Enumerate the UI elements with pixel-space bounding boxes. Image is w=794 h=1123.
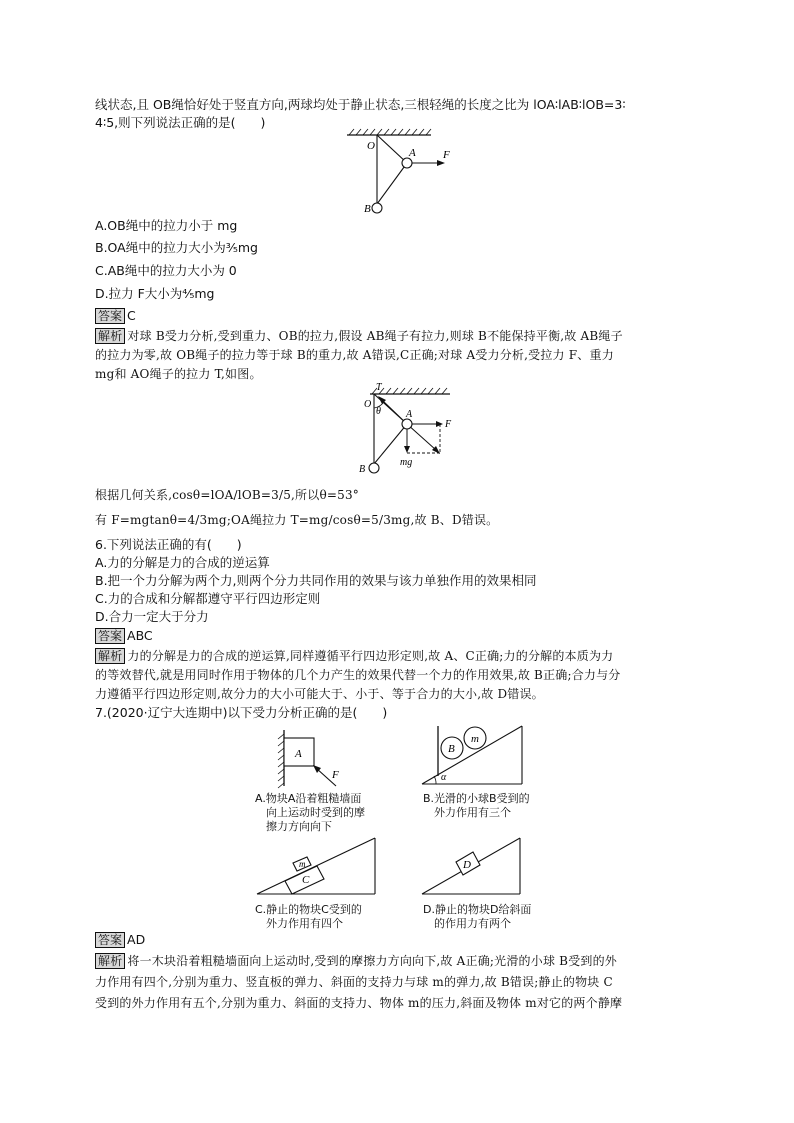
answer-tag: 答案 <box>95 308 125 324</box>
fig-a-force-label: F <box>332 769 339 781</box>
fig-label-o: O <box>367 140 375 152</box>
q7-analysis-line2: 力作用有四个,分别为重力、竖直板的弹力、斜面的支持力与球 m的弹力,故 B错误;静止的物块 C <box>95 975 613 989</box>
q5-stem-line1: 线状态,且 OB绳恰好处于竖直方向,两球均处于静止状态,三根轻绳的长度之比为 lOA∶lAB∶lOB=3∶ <box>95 97 626 112</box>
fig2-label-t: T <box>376 382 382 393</box>
q7-caption-a: A.物块A沿着粗糙墙面 向上运动时受到的摩 擦力方向向下 <box>255 792 365 833</box>
fig-a-block-label: A <box>295 748 302 760</box>
q5-analysis-line1: 解析 对球 B受力分析,受到重力、OB的拉力,假设 AB绳子有拉力,则球 B不能保持平衡,故 AB绳子 <box>95 328 623 344</box>
q7-stem: 7.(2020·辽宁大连期中)以下受力分析正确的是( ) <box>95 705 388 720</box>
q7-figure-c <box>255 836 380 898</box>
fig2-label-f: F <box>445 419 452 430</box>
answer-value: ABC <box>127 628 153 643</box>
q6-stem: 6.下列说法正确的有( ) <box>95 537 242 552</box>
fig-c-block-label: C <box>302 874 310 886</box>
q6-option-c: C.力的合成和分解都遵守平行四边形定则 <box>95 591 321 606</box>
q7-caption-c: C.静止的物块C受到的 外力作用有四个 <box>255 903 362 930</box>
q5-force-figure <box>350 382 470 478</box>
fig-d-block-label: D <box>463 859 471 871</box>
fig-label-b: B <box>364 203 371 215</box>
fig2-label-mg: mg <box>400 457 413 468</box>
answer-tag: 答案 <box>95 932 125 948</box>
analysis-tag: 解析 <box>95 953 125 969</box>
q6-answer <box>95 628 153 644</box>
q5-option-c: C.AB绳中的拉力大小为 0 <box>95 263 237 278</box>
q5-force-line: 有 F=mgtanθ=4/3mg;OA绳拉力 T=mg/cosθ=5/3mg,故 B、D错误。 <box>95 513 499 527</box>
q6-option-b: B.把一个力分解为两个力,则两个分力共同作用的效果与该力单独作用的效果相同 <box>95 573 537 588</box>
fig-label-a: A <box>409 147 416 159</box>
q5-geometry-line: 根据几何关系,cosθ=lOA/lOB=3/5,所以θ=53° <box>95 488 360 502</box>
q5-option-d: D.拉力 F大小为⁴⁄₅mg <box>95 286 215 301</box>
q5-stem-line2: 4∶5,则下列说法正确的是( ) <box>95 115 266 130</box>
q6-analysis-line2: 的等效替代,就是用同时作用于物体的几个力产生的效果代替一个力的作用效果,故 B正确;合力与分 <box>95 668 621 682</box>
answer-value: AD <box>127 932 146 947</box>
fig-b-ball-label: B <box>448 743 455 755</box>
q7-caption-d: D.静止的物块D给斜面 的作用力有两个 <box>423 903 532 930</box>
fig2-label-a: A <box>406 409 413 420</box>
fig-b-angle-label: α <box>441 772 447 783</box>
q7-figure-b <box>420 718 525 786</box>
fig-b-mass-label: m <box>471 733 479 745</box>
q6-option-d: D.合力一定大于分力 <box>95 609 209 624</box>
q6-analysis-line1: 解析 力的分解是力的合成的逆运算,同样遵循平行四边形定则,故 A、C正确;力的分解的本质为力 <box>95 648 613 664</box>
q7-figure-d <box>420 836 525 898</box>
q7-caption-b: B.光滑的小球B受到的 外力作用有三个 <box>423 792 530 819</box>
fig2-label-theta: θ <box>376 406 381 417</box>
q7-analysis-line3: 受到的外力作用有五个,分别为重力、斜面的支持力、物体 m的压力,斜面及物体 m对它的两个静摩 <box>95 996 623 1010</box>
q7-answer <box>95 932 145 948</box>
q5-analysis-line2: 的拉力为零,故 OB绳子的拉力等于球 B的重力,故 A错误,C正确;对球 A受力分析,受拉力 F、重力 <box>95 348 614 362</box>
q5-analysis-line3: mg和 AO绳子的拉力 T,如图。 <box>95 367 262 381</box>
fig2-label-b: B <box>359 464 366 475</box>
q5-option-b: B.OA绳中的拉力大小为³⁄₅mg <box>95 240 258 255</box>
q7-figure-a <box>270 728 360 790</box>
answer-value: C <box>127 308 136 323</box>
fig-label-f: F <box>443 149 450 161</box>
q7-analysis-line1: 解析 将一木块沿着粗糙墙面向上运动时,受到的摩擦力方向向下,故 A正确;光滑的小球 B受到的外 <box>95 953 617 969</box>
q5-answer <box>95 308 136 324</box>
fig2-label-o: O <box>364 399 372 410</box>
q5-option-a: A.OB绳中的拉力小于 mg <box>95 218 238 233</box>
fig-c-mass-label: m <box>299 859 306 869</box>
q6-analysis-line3: 力遵循平行四边形定则,故分力的大小可能大于、小于、等于合力的大小,故 D错误。 <box>95 687 544 701</box>
analysis-tag: 解析 <box>95 648 125 664</box>
q5-figure <box>335 128 465 220</box>
q6-option-a: A.力的分解是力的合成的逆运算 <box>95 555 270 570</box>
answer-tag: 答案 <box>95 628 125 644</box>
analysis-tag: 解析 <box>95 328 125 344</box>
